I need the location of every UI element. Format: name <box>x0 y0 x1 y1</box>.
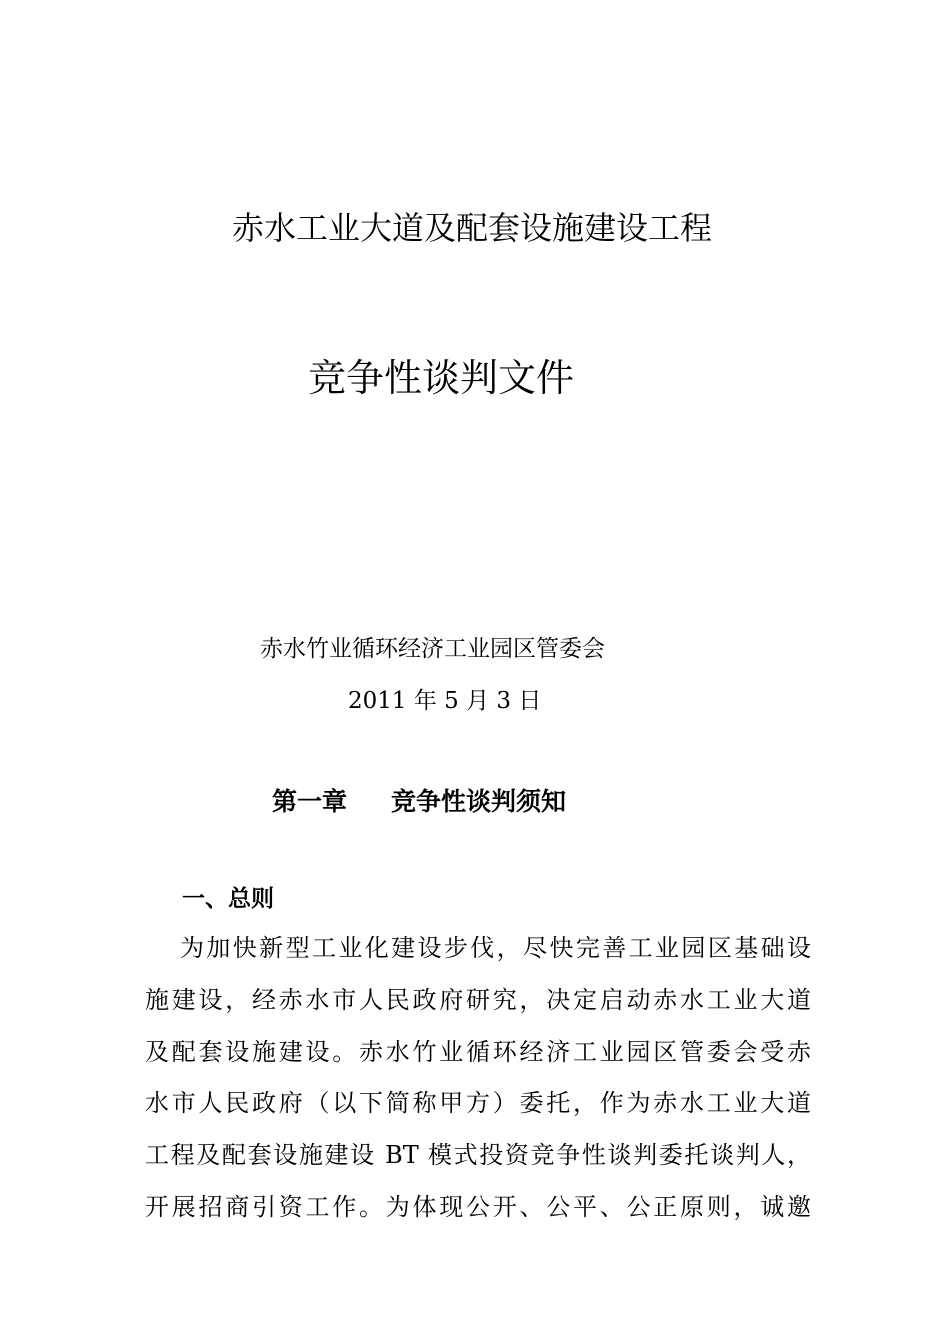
paragraph-line: 开展招商引资工作。为体现公开、公平、公正原则，诚邀 <box>145 1192 811 1221</box>
document-title: 赤水工业大道及配套设施建设工程 <box>232 209 713 247</box>
paragraph-line: 及配套设施建设。赤水竹业循环经济工业园区管委会受赤 <box>145 1037 811 1066</box>
document-subtitle: 竞争性谈判文件 <box>308 356 575 400</box>
paragraph-line: 工程及配套设施建设 BT 模式投资竞争性谈判委托谈判人， <box>145 1141 811 1170</box>
issue-date: 2011 年 5 月 3 日 <box>348 688 542 714</box>
paragraph-line: 施建设，经赤水市人民政府研究，决定启动赤水工业大道 <box>145 985 811 1014</box>
paragraph-line: 为加快新型工业化建设步伐，尽快完善工业园区基础设 <box>180 934 811 962</box>
chapter-number: 第一章 <box>272 787 348 816</box>
chapter-title: 竞争性谈判须知 <box>391 787 567 816</box>
body-paragraph <box>145 928 811 1239</box>
chapter-heading <box>272 784 566 820</box>
paragraph-line: 水市人民政府（以下简称甲方）委托，作为赤水工业大道 <box>145 1089 811 1118</box>
issuing-organization: 赤水竹业循环经济工业园区管委会 <box>260 636 605 662</box>
section-heading: 一、总则 <box>182 886 274 912</box>
